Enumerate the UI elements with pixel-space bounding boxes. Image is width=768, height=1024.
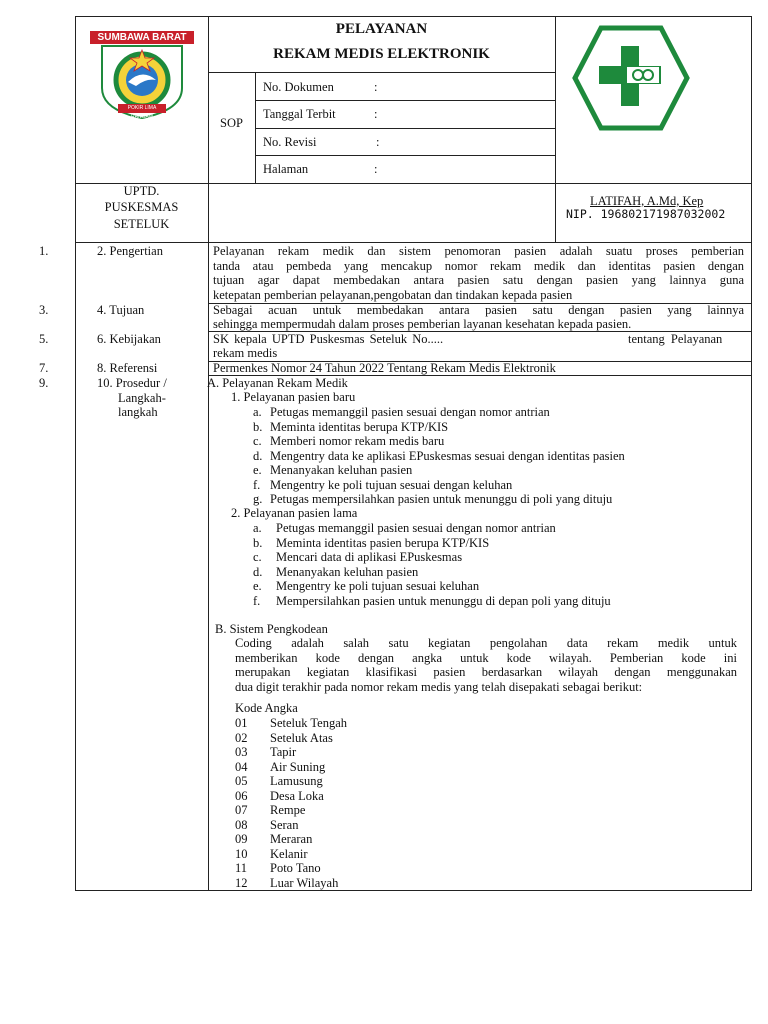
field-tanggal-terbit: Tanggal Terbit	[263, 107, 336, 121]
section-a-heading: A. Pelayanan Rekam Medik	[207, 376, 348, 390]
row-num-tujuan: 3.	[39, 303, 49, 317]
pasien-lama-item-marker: c.	[253, 550, 262, 564]
kode-number: 07	[235, 803, 248, 817]
tujuan-line-1: Sebagai acuan untuk membedakan antara pasien satu dengan pasien yang lainnya	[213, 303, 744, 317]
field-halaman: Halaman	[263, 162, 309, 176]
kode-angka-title: Kode Angka	[235, 701, 298, 715]
row-num-pengertian: 1.	[39, 244, 49, 258]
institution-line1: UPTD.	[123, 184, 160, 198]
pasien-lama-item-text: Meminta identitas pasien berupa KTP/KIS	[276, 535, 490, 550]
row-num-prosedur: 9.	[39, 376, 49, 390]
pasien-baru-heading: 1. Pelayanan pasien baru	[231, 390, 356, 404]
row-label-prosedur-2: Langkah-	[118, 391, 166, 405]
pasien-baru-item-marker: a.	[253, 405, 262, 419]
pasien-baru-item-text: Petugas memanggil pasien sesuai dengan nomor antrian	[270, 405, 550, 419]
kode-number: 11	[235, 861, 248, 875]
field-no-revisi-sep: :	[376, 135, 380, 149]
field-halaman-sep: :	[374, 162, 378, 176]
tujuan-line-2: sehingga mempermudah dalam proses pemberian layanan kesehatan kepada pasien.	[213, 317, 632, 331]
pasien-lama-item-marker: d.	[253, 564, 263, 579]
pasien-baru-item-marker: c.	[253, 434, 262, 448]
pasien-baru-item-text: Petugas mempersilahkan pasien untuk menunggu di poli yang dituju	[270, 492, 613, 506]
row-num-kebijakan: 5.	[39, 332, 49, 346]
field-no-dokumen-sep: :	[374, 80, 378, 94]
signer-nip: NIP. 196802171987032002	[566, 207, 726, 221]
kode-number: 02	[235, 730, 248, 745]
section-b-heading: B. Sistem Pengkodean	[215, 622, 328, 636]
kode-number: 03	[235, 745, 248, 759]
puskesmas-logo	[571, 22, 691, 134]
kebijakan-line-2: rekam medis	[213, 346, 278, 360]
signer-name: LATIFAH, A.Md, Kep	[590, 194, 704, 208]
pasien-baru-item-text: Meminta identitas berupa KTP/KIS	[270, 419, 449, 434]
kode-number: 09	[235, 832, 248, 846]
pasien-baru-item-marker: b.	[253, 419, 263, 434]
logo-banner-text: SUMBAWA BARAT	[97, 32, 187, 43]
kode-wilayah-name: Rempe	[270, 803, 306, 817]
row-label-kebijakan: 6. Kebijakan	[97, 332, 161, 346]
pasien-lama-item-marker: a.	[253, 521, 262, 535]
kode-wilayah-name: Desa Loka	[270, 788, 324, 803]
doc-title-line2: REKAM MEDIS ELEKTRONIK	[273, 46, 490, 62]
pasien-lama-item-text: Menanyakan keluhan pasien	[276, 564, 419, 579]
pasien-lama-heading: 2. Pelayanan pasien lama	[231, 506, 358, 520]
pasien-lama-item-text: Petugas memanggil pasien sesuai dengan nomor antrian	[276, 521, 556, 535]
row-label-tujuan: 4. Tujuan	[97, 303, 145, 317]
institution-line2: PUSKESMAS	[104, 200, 179, 214]
kode-number: 06	[235, 788, 248, 803]
pasien-baru-item-marker: g.	[253, 492, 263, 506]
pasien-lama-item-text: Mencari data di aplikasi EPuskesmas	[276, 550, 463, 564]
kode-number: 04	[235, 759, 248, 774]
pasien-baru-item-marker: e.	[253, 463, 262, 477]
kode-number: 08	[235, 817, 248, 832]
pasien-lama-item-text: Mengentry ke poli tujuan sesuai keluhan	[276, 579, 480, 593]
kode-wilayah-name: Poto Tano	[270, 861, 321, 875]
pasien-lama-item-marker: f.	[253, 593, 261, 608]
row-label-prosedur-3: langkah	[118, 405, 158, 419]
coding-line-4: dua digit terakhir pada nomor rekam medis yang telah disepakati sebagai berikut:	[235, 680, 643, 694]
row-label-prosedur-1: 10. Prosedur /	[97, 376, 167, 390]
coding-line-1: Coding adalah salah satu kegiatan pengolahan data rekam medik untuk	[235, 636, 737, 650]
kode-number: 12	[235, 875, 248, 890]
kode-number: 10	[235, 846, 248, 861]
row-label-referensi: 8. Referensi	[97, 361, 158, 375]
pasien-baru-item-text: Mengentry ke poli tujuan sesuai dengan keluhan	[270, 477, 513, 492]
kode-wilayah-name: Tapir	[270, 745, 297, 759]
kode-wilayah-name: Seran	[270, 817, 299, 832]
pengertian-line-3: tujuan agar dapat membedakan antara pasien satu dengan pasien yang lainnya guna	[213, 273, 744, 287]
referensi-text: Permenkes Nomor 24 Tahun 2022 Tentang Rekam Medis Elektronik	[213, 361, 556, 375]
kode-number: 01	[235, 716, 248, 730]
field-tanggal-terbit-sep: :	[374, 107, 378, 121]
pasien-lama-item-text: Mempersilahkan pasien untuk menunggu di depan poli yang dituju	[276, 593, 611, 608]
pasien-lama-item-marker: b.	[253, 535, 263, 550]
kode-wilayah-name: Air Suning	[270, 759, 326, 774]
kode-wilayah-name: Kelanir	[270, 846, 308, 861]
doc-title-line1: PELAYANAN	[335, 21, 428, 37]
pasien-baru-item-text: Menanyakan keluhan pasien	[270, 463, 413, 477]
pasien-baru-item-text: Memberi nomor rekam medis baru	[270, 434, 445, 448]
kode-number: 05	[235, 774, 248, 788]
pengertian-line-1: Pelayanan rekam medik dan sistem penomoran pasien adalah suatu proses pemberian	[213, 244, 744, 258]
coding-line-3: merupakan kegiatan klasifikasi pasien berdasarkan wilayah dengan menggunakan	[235, 665, 737, 679]
pasien-baru-item-marker: f.	[253, 477, 261, 492]
pengertian-line-2: tanda atau pembeda yang mencakup nomor rekam medik dan identitas pasien dengan	[213, 259, 744, 273]
regency-logo	[88, 28, 196, 120]
coding-line-2: memberikan kode dengan angka untuk kode wilayah. Pemberian kode ini	[235, 651, 737, 665]
field-no-revisi: No. Revisi	[263, 135, 317, 149]
pengertian-line-4: ketepatan pemberian pelayanan,pengobatan dan tindakan kepada pasien	[213, 288, 573, 302]
kode-wilayah-name: Seteluk Atas	[270, 730, 333, 745]
row-label-pengertian: 2. Pengertian	[97, 244, 163, 258]
kode-wilayah-name: Luar Wilayah	[270, 875, 339, 890]
institution-line3: SETELUK	[113, 217, 170, 231]
field-no-dokumen: No. Dokumen	[263, 80, 334, 94]
logo-motto-text: POKIR LIMA RANGAM	[127, 105, 157, 120]
kebijakan-line-1b: tentang Pelayanan	[628, 332, 723, 346]
kode-wilayah-name: Meraran	[270, 832, 313, 846]
kode-wilayah-name: Seteluk Tengah	[270, 716, 348, 730]
kode-wilayah-name: Lamusung	[270, 774, 323, 788]
pasien-baru-item-marker: d.	[253, 448, 263, 463]
kebijakan-line-1a: SK kepala UPTD Puskesmas Seteluk No.....	[213, 332, 444, 346]
pasien-baru-item-text: Mengentry data ke aplikasi EPuskesmas sesuai dengan identitas pasien	[270, 448, 625, 463]
row-num-referensi: 7.	[39, 361, 49, 375]
sop-label: SOP	[220, 116, 243, 130]
pasien-lama-item-marker: e.	[253, 579, 262, 593]
